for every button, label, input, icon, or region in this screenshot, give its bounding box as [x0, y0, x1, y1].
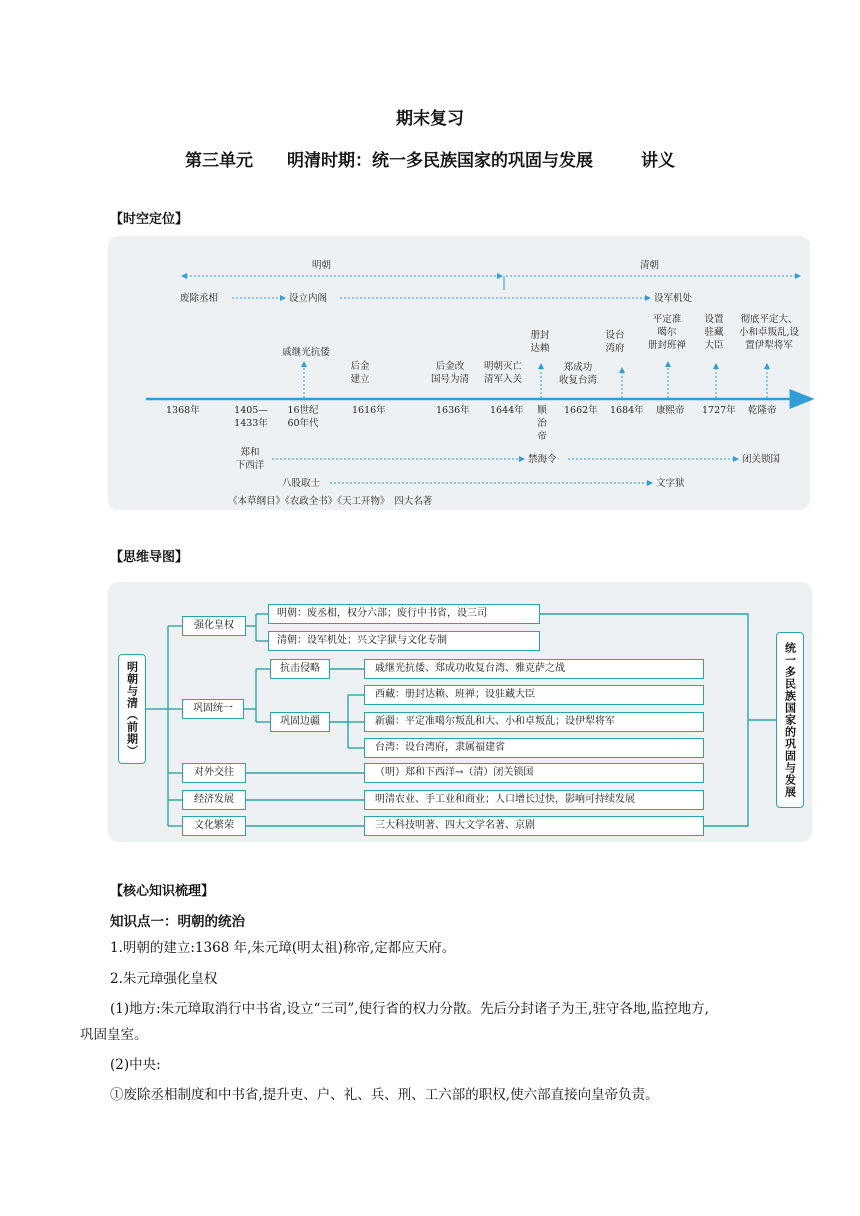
event-label: 后金改 国号为清: [430, 361, 469, 385]
event-label: 彻底平定大、 小和卓叛乱,设 置伊犁将军: [738, 314, 800, 351]
branch-node: 文化繁荣: [182, 816, 246, 836]
event-label: 后金 建立: [350, 361, 370, 385]
paragraph: (2)中央:: [110, 1057, 161, 1073]
subtitle-unit: 第三单元: [185, 151, 253, 171]
dynasty-ming: 明朝: [312, 260, 332, 271]
event-label: 册封 达赖: [530, 330, 550, 354]
page-title: 期末复习: [396, 109, 464, 129]
leaf-node: 新疆：平定准噶尔叛乱和大、小和卓叛乱；设伊犁将军: [364, 712, 704, 732]
sub-branch-node: 抗击侵略: [270, 659, 330, 679]
leaf-node: 西藏：册封达赖、班禅；设驻藏大臣: [364, 685, 704, 705]
event-label: 戚继光抗倭: [282, 347, 330, 358]
span-label: 闭关锁国: [742, 454, 781, 465]
leaf-node: 戚继光抗倭、郑成功收复台湾、雅克萨之战: [364, 659, 704, 679]
span-label: 设立内阁: [289, 293, 328, 304]
leaf-node: 明清农业、手工业和商业；人口增长过快，影响可持续发展: [364, 790, 704, 810]
tick-label: 乾隆帝: [748, 405, 777, 416]
tick-label: 16世纪 60年代: [287, 405, 319, 429]
tick-label: 1368年: [166, 405, 200, 416]
leaf-node: 明朝：废丞相，权分六部；废行中书省，设三司: [268, 604, 540, 624]
span-label: 八股取士: [282, 478, 321, 489]
tick-label: 1636年: [436, 405, 470, 416]
tick-label: 顺 治 帝: [537, 405, 547, 442]
tick-label: 康熙帝: [656, 405, 685, 416]
timeline-heading: 【时空定位】: [110, 212, 189, 227]
branch-node: 对外交往: [182, 763, 246, 783]
tick-label: 1727年: [702, 405, 736, 416]
tick-label: 1662年: [564, 405, 598, 416]
branch-node: 强化皇权: [182, 616, 246, 636]
mindmap-heading: 【思维导图】: [110, 550, 189, 565]
span-label: 设军机处: [654, 293, 693, 304]
tick-label: 1684年: [610, 405, 644, 416]
tick-label: 1644年: [490, 405, 524, 416]
dynasty-qing: 清朝: [640, 260, 660, 271]
leaf-node: 三大科技明著、四大文学名著、京剧: [364, 816, 704, 836]
subtitle-tail: 讲义: [641, 151, 675, 171]
event-label: 设台 湾府: [605, 330, 625, 354]
paragraph: (1)地方:朱元璋取消行中书省,设立“三司”,使行省的权力分散。先后分封诸子为王,驻守各地,监控地方,: [110, 1001, 709, 1017]
knowledge-point-title: 知识点一：明朝的统治: [110, 914, 245, 930]
span-label: 禁海令: [528, 454, 557, 465]
span-label: 文字狱: [656, 478, 685, 489]
books-label: 《本草纲目》《农政全书》《天工开物》 四大名著: [228, 496, 433, 507]
branch-node: 经济发展: [182, 790, 246, 810]
tick-label: 1405— 1433年: [234, 405, 268, 429]
paragraph: 1.明朝的建立:1368 年,朱元璋(明太祖)称帝,定都应天府。: [110, 940, 456, 956]
span-label: 郑和 下西洋: [235, 447, 265, 471]
paragraph: 巩固皇室。: [80, 1027, 148, 1043]
event-label: 设置 驻藏 大臣: [704, 314, 724, 351]
core-heading: 【核心知识梳理】: [110, 884, 215, 899]
event-label: 郑成功 收复台湾: [558, 362, 597, 386]
mindmap-root: 明朝与清（前期）: [118, 654, 146, 764]
event-label: 平定准 噶尔 册封班禅: [647, 314, 686, 351]
span-label: 废除丞相: [180, 293, 219, 304]
mindmap-right-root: 统一多民族国家的巩固与发展: [776, 632, 804, 808]
sub-branch-node: 巩固边疆: [270, 712, 330, 732]
branch-node: 巩固统一: [182, 699, 244, 719]
leaf-node: 台湾：设台湾府，隶属福建省: [364, 738, 704, 758]
paragraph: 2.朱元璋强化皇权: [110, 971, 218, 987]
leaf-node: 清朝：设军机处；兴文字狱与文化专制: [268, 631, 540, 651]
tick-label: 1616年: [352, 405, 386, 416]
subtitle-topic: 明清时期：统一多民族国家的巩固与发展: [287, 151, 593, 171]
paragraph: ①废除丞相制度和中书省,提升吏、户、礼、兵、刑、工六部的职权,使六部直接向皇帝负责。: [110, 1087, 659, 1103]
leaf-node: （明）郑和下西洋→（清）闭关锁国: [364, 763, 704, 783]
event-label: 明朝灭亡 清军入关: [483, 361, 522, 385]
